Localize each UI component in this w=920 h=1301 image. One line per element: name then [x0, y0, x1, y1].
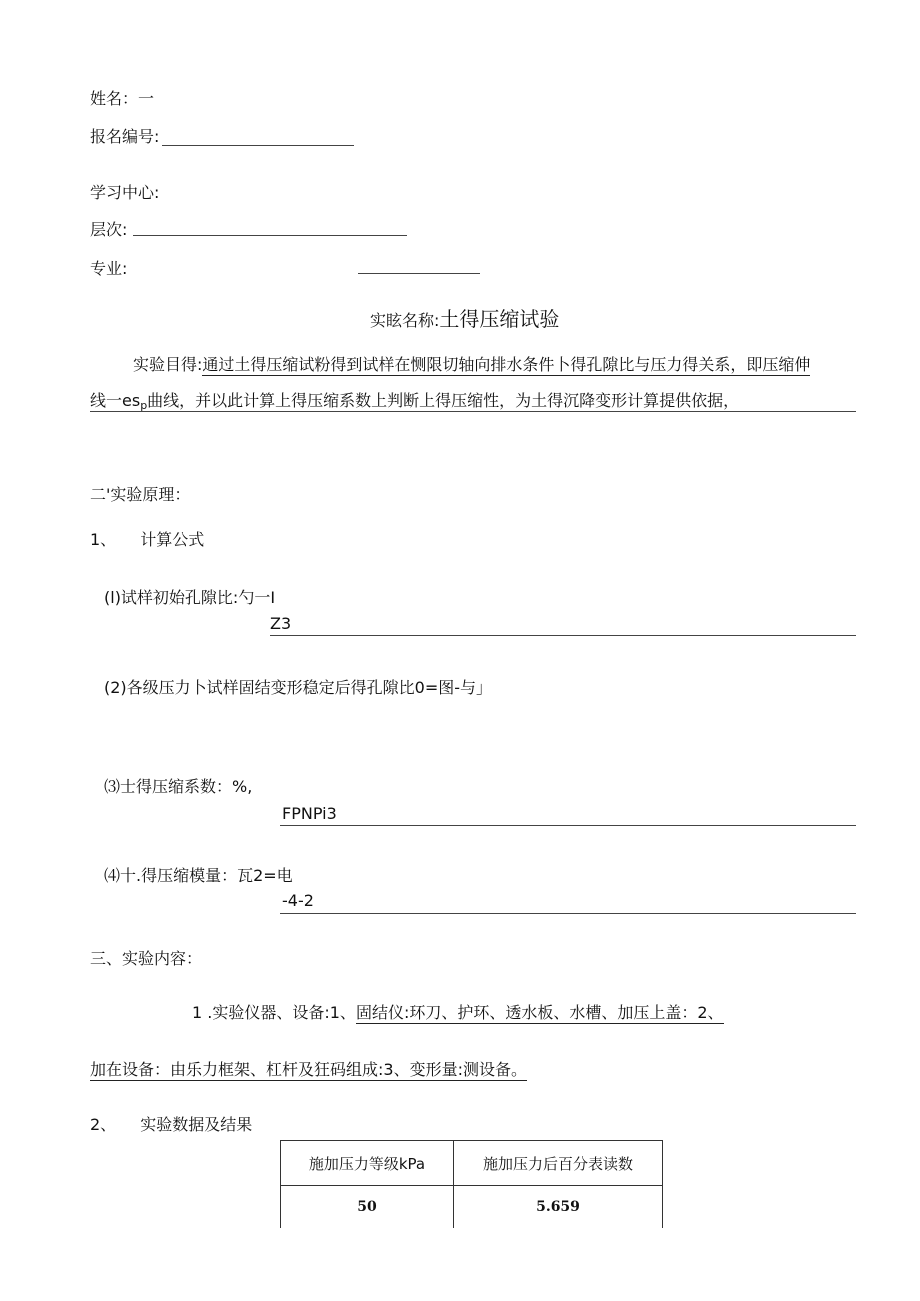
content-heading: 三、实验内容： [90, 949, 203, 968]
content-item-1-underlined: 固结仪:环刀、护环、透水板、水槽、加压上盖：2、 [356, 1000, 724, 1024]
data-table [280, 1140, 663, 1228]
content-item-1 [192, 1000, 724, 1024]
formula-1-line [270, 635, 856, 636]
center-line [90, 180, 159, 203]
purpose-text-2b: 曲线，并以此计算上得压缩系数上判断上得压缩性，为土得沉降变形计算提供依据， [147, 391, 740, 410]
experiment-title-name: 土得压缩试验 [439, 307, 560, 331]
formula-heading [90, 527, 204, 550]
table-cell-reading: 5.659 [454, 1186, 663, 1229]
purpose-text-1: 通过土得压缩试粉得到试样在恻限切轴向排水条件卜得孔隙比与压力得关系，即压缩伸 [202, 352, 810, 376]
purpose-line-1 [133, 352, 810, 376]
formula-1-denominator: Z3 [270, 614, 292, 633]
principle-heading: 二'实验原理： [90, 485, 191, 504]
reg-line [90, 124, 159, 147]
major-line [90, 256, 127, 279]
name-line [90, 86, 154, 109]
table-cell-pressure: 50 [281, 1186, 454, 1229]
table-header-row [281, 1141, 663, 1186]
name-label: 姓名： [90, 89, 139, 108]
formula-heading-num: 1、 [90, 530, 117, 549]
content-item-2-num: 2、 [90, 1115, 117, 1134]
level-label: 层次: [90, 220, 128, 239]
experiment-title [370, 303, 559, 332]
reg-label: 报名编号: [90, 127, 160, 146]
reg-underline [162, 145, 354, 146]
center-label: 学习中心: [90, 183, 160, 202]
table-header-pressure: 施加压力等级kPa [281, 1141, 454, 1186]
formula-4-denominator: -4-2 [282, 891, 314, 910]
experiment-title-prefix: 实眩名称: [370, 311, 440, 330]
formula-1-label: (l)试样初始孔隙比:勺一I [104, 588, 276, 607]
formula-heading-title: 计算公式 [140, 530, 205, 549]
purpose-subscript: p [140, 399, 148, 412]
purpose-line-2 [90, 388, 739, 412]
formula-4-label: ⑷十.得压缩模量：瓦2=电 [104, 866, 293, 885]
formula-3-denominator: FPNPi3 [282, 804, 337, 823]
purpose-underline-2 [90, 411, 856, 412]
formula-2-label: (2)各级压力卜试样固结变形稳定后得孔隙比0=图-与」 [104, 678, 493, 697]
content-item-1-prefix: 1 .实验仪器、设备:1、 [192, 1003, 356, 1022]
content-item-1-cont-text: 加在设备：由乐力框架、杠杆及狂码组成:3、变形量:测设备。 [90, 1057, 527, 1081]
level-line [90, 217, 127, 240]
formula-3-label: ⑶士得压缩系数：%, [104, 777, 253, 796]
table-header-reading: 施加压力后百分表读数 [454, 1141, 663, 1186]
content-item-2-title: 实验数据及结果 [140, 1115, 253, 1134]
content-item-2 [90, 1112, 252, 1135]
name-value: 一 [138, 89, 155, 108]
purpose-label: 实验目得: [133, 355, 203, 374]
formula-4-line [280, 913, 856, 914]
level-underline [133, 235, 407, 236]
formula-3-line [280, 825, 856, 826]
purpose-text-2a: 线一es [90, 391, 141, 410]
major-label: 专业: [90, 259, 128, 278]
major-underline [358, 273, 480, 274]
table-row [281, 1186, 663, 1229]
content-item-1-cont [90, 1057, 527, 1081]
